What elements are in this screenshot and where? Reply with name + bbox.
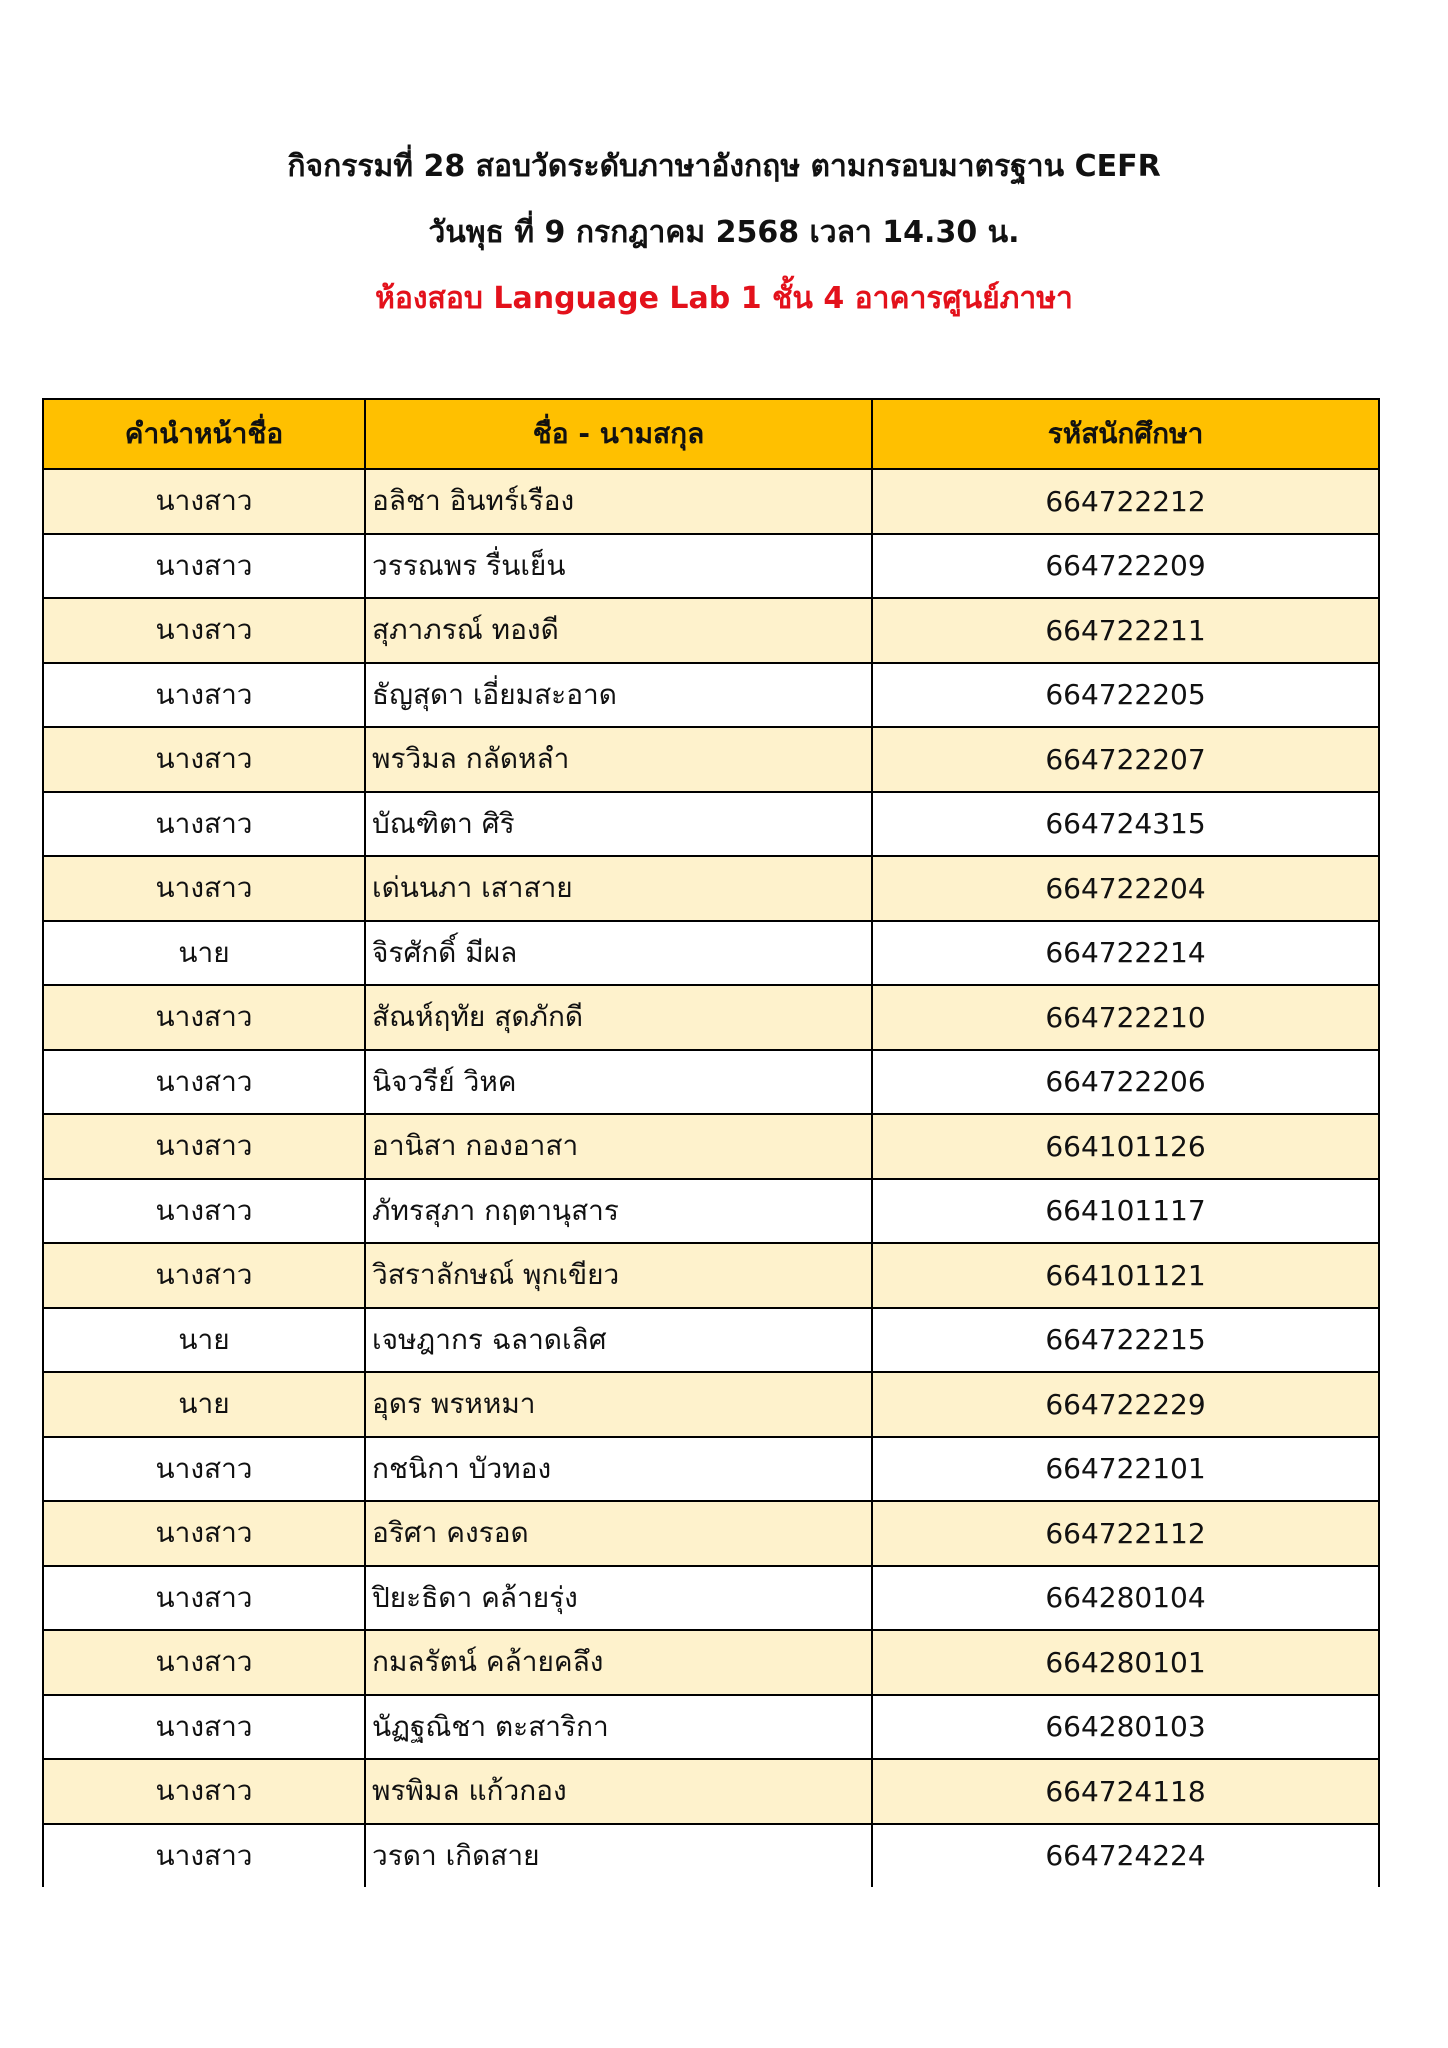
prefix-cell: นางสาว [43, 1695, 365, 1760]
column-header-prefix: คำนำหน้าชื่อ [43, 399, 365, 469]
prefix-cell: นางสาว [43, 469, 365, 534]
name-cell: ภัทรสุภา กฤตานุสาร [365, 1179, 872, 1244]
student-id-cell: 664722112 [872, 1501, 1379, 1566]
name-cell: เด่นนภา เสาสาย [365, 856, 872, 921]
table-row [43, 856, 1379, 921]
table-row [43, 1243, 1379, 1308]
student-id-cell: 664280103 [872, 1695, 1379, 1760]
student-id-cell: 664724315 [872, 792, 1379, 857]
prefix-cell: นางสาว [43, 598, 365, 663]
prefix-cell: นางสาว [43, 985, 365, 1050]
table-row [43, 1179, 1379, 1244]
name-cell: สัณห์ฤทัย สุดภักดี [365, 985, 872, 1050]
prefix-cell: นางสาว [43, 1243, 365, 1308]
table-row [43, 1114, 1379, 1179]
name-cell: กมลรัตน์ คล้ายคลึง [365, 1630, 872, 1695]
student-id-cell: 664722229 [872, 1372, 1379, 1437]
table-row [43, 1372, 1379, 1437]
name-cell: จิรศักดิ์ มีผล [365, 921, 872, 986]
name-cell: นัฏฐณิชา ตะสาริกา [365, 1695, 872, 1760]
name-cell: วิสราลักษณ์ พุกเขียว [365, 1243, 872, 1308]
student-id-cell: 664722211 [872, 598, 1379, 663]
table-body [43, 469, 1379, 1887]
column-header-student-id: รหัสนักศึกษา [872, 399, 1379, 469]
prefix-cell: นางสาว [43, 856, 365, 921]
prefix-cell: นางสาว [43, 534, 365, 599]
student-id-cell: 664101126 [872, 1114, 1379, 1179]
prefix-cell: นางสาว [43, 1437, 365, 1502]
name-cell: กชนิกา บัวทอง [365, 1437, 872, 1502]
name-cell: ปิยะธิดา คล้ายรุ่ง [365, 1566, 872, 1631]
table-row [43, 1308, 1379, 1373]
prefix-cell: นางสาว [43, 1824, 365, 1888]
student-id-cell: 664722210 [872, 985, 1379, 1050]
table-row [43, 469, 1379, 534]
name-cell: อริศา คงรอด [365, 1501, 872, 1566]
student-id-cell: 664724118 [872, 1759, 1379, 1824]
student-id-cell: 664722101 [872, 1437, 1379, 1502]
table-row [43, 1501, 1379, 1566]
table-row [43, 663, 1379, 728]
student-id-cell: 664101121 [872, 1243, 1379, 1308]
student-id-cell: 664722205 [872, 663, 1379, 728]
name-cell: วรดา เกิดสาย [365, 1824, 872, 1888]
table-row [43, 1824, 1379, 1888]
exam-room: ห้องสอบ Language Lab 1 ชั้น 4 อาคารศูนย์ภาษา [375, 281, 1073, 316]
prefix-cell: นางสาว [43, 1179, 365, 1244]
student-id-cell: 664722209 [872, 534, 1379, 599]
table-row [43, 792, 1379, 857]
table-row [43, 1630, 1379, 1695]
table-row [43, 1759, 1379, 1824]
name-cell: บัณฑิตา ศิริ [365, 792, 872, 857]
name-cell: พรวิมล กลัดหลำ [365, 727, 872, 792]
name-cell: พรพิมล แก้วกอง [365, 1759, 872, 1824]
table-row [43, 727, 1379, 792]
table-row [43, 1050, 1379, 1115]
name-cell: ธัญสุดา เอี่ยมสะอาด [365, 663, 872, 728]
column-header-name: ชื่อ - นามสกุล [365, 399, 872, 469]
document-header [0, 142, 1448, 340]
table-row [43, 534, 1379, 599]
prefix-cell: นาย [43, 921, 365, 986]
student-roster-table [42, 398, 1380, 1887]
name-cell: อลิชา อินทร์เรือง [365, 469, 872, 534]
student-id-cell: 664722212 [872, 469, 1379, 534]
student-id-cell: 664280101 [872, 1630, 1379, 1695]
name-cell: เจษฎากร ฉลาดเลิศ [365, 1308, 872, 1373]
table-row [43, 598, 1379, 663]
table-row [43, 985, 1379, 1050]
name-cell: นิจวรีย์ วิหค [365, 1050, 872, 1115]
table-row [43, 921, 1379, 986]
prefix-cell: นางสาว [43, 792, 365, 857]
name-cell: วรรณพร รื่นเย็น [365, 534, 872, 599]
prefix-cell: นางสาว [43, 1566, 365, 1631]
student-id-cell: 664722207 [872, 727, 1379, 792]
prefix-cell: นาย [43, 1372, 365, 1437]
student-id-cell: 664724224 [872, 1824, 1379, 1888]
student-id-cell: 664722204 [872, 856, 1379, 921]
prefix-cell: นางสาว [43, 663, 365, 728]
prefix-cell: นาย [43, 1308, 365, 1373]
student-id-cell: 664280104 [872, 1566, 1379, 1631]
prefix-cell: นางสาว [43, 1050, 365, 1115]
table-row [43, 1566, 1379, 1631]
prefix-cell: นางสาว [43, 1114, 365, 1179]
student-id-cell: 664722215 [872, 1308, 1379, 1373]
table-header-row [43, 399, 1379, 469]
activity-title: กิจกรรมที่ 28 สอบวัดระดับภาษาอังกฤษ ตามกรอบมาตรฐาน CEFR [287, 149, 1161, 184]
student-id-cell: 664101117 [872, 1179, 1379, 1244]
student-id-cell: 664722214 [872, 921, 1379, 986]
prefix-cell: นางสาว [43, 1630, 365, 1695]
student-id-cell: 664722206 [872, 1050, 1379, 1115]
name-cell: อุดร พรหหมา [365, 1372, 872, 1437]
prefix-cell: นางสาว [43, 1759, 365, 1824]
table-row [43, 1437, 1379, 1502]
prefix-cell: นางสาว [43, 727, 365, 792]
table-row [43, 1695, 1379, 1760]
name-cell: สุภาภรณ์ ทองดี [365, 598, 872, 663]
exam-datetime: วันพุธ ที่ 9 กรกฎาคม 2568 เวลา 14.30 น. [428, 215, 1020, 250]
prefix-cell: นางสาว [43, 1501, 365, 1566]
name-cell: อานิสา กองอาสา [365, 1114, 872, 1179]
